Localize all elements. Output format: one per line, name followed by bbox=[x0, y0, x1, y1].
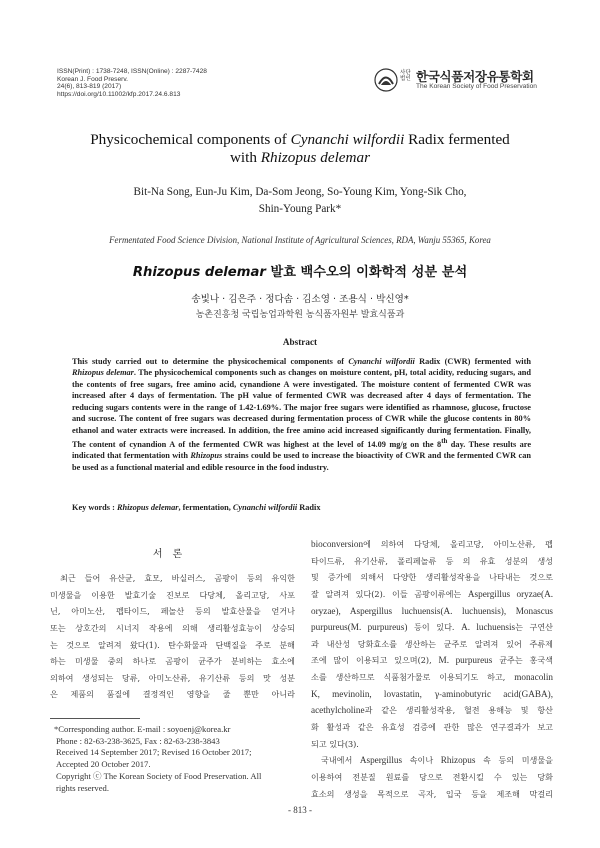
logo-small-label: 사단 법인 bbox=[400, 70, 411, 82]
abstract-heading: Abstract bbox=[282, 337, 318, 347]
text-line: 하는 미생물 중의 하나로 곰팡이 균주가 분비하는 효소에 bbox=[50, 656, 295, 667]
received-dates: Received 14 September 2017; Revised 16 October 2017; bbox=[56, 747, 252, 758]
keywords bbox=[72, 503, 531, 512]
abstract-text: strains could be used to increase the bioactivity of CWR and the fermented CWR can be used as a functional material and edible resource in the food industry. bbox=[72, 451, 531, 472]
korean-title bbox=[40, 261, 560, 280]
text-line: 은 제품의 품질에 결정적인 영향을 줄 뿐만 아니라 bbox=[50, 689, 295, 700]
latin-run: purpureus(M. purpureus) bbox=[311, 622, 408, 633]
latin-run: Aspergillus bbox=[359, 755, 403, 766]
title-part: Radix fermented bbox=[404, 131, 510, 148]
keyword: Cynanchi wilfordii bbox=[232, 503, 298, 512]
abstract-text: . The physicochemical components such as changes on moisture content, pH, total acidity, reducing sugars, and the contents of free sugars, free amino acid, cynandione A were investigated. The moisture content of fermented CWR was increased after 4 days of fermentation. The pH value of fermented CWR was decreased after 4 days of fermentation. The reducing sugars contents were in the range of 1.42-1.69%. The major free sugars were identified as rhamnose, glucose, fructose and sucrose. The content of free sugars was decreased during fermentation process of CWR while the glucose contents in 80% ethanol and water extracts were increased. In addition, the free amino acid increased significantly during fermentation. Finally, The content of cynandion A of the fermented CWR was highest at the level of 14.09 mg/g on the 8 bbox=[72, 368, 531, 449]
abstract-text: day. These results are indicated that fermentation with bbox=[72, 439, 532, 461]
text-line bbox=[311, 603, 553, 620]
korean-authors: 송빛나 · 김은주 · 정다솜 · 김소영 · 조용식 · 박신영* bbox=[191, 294, 409, 305]
logo-korean-name: 한국식품저장유통학회 bbox=[416, 69, 534, 84]
text-line: 되고 있다(3). bbox=[311, 738, 359, 749]
text-line: 효소의 생성을 목적으로 곡자, 입국 등을 제조해 막걸리 bbox=[311, 788, 553, 799]
latin-run: Aspergillus oryzae(A. bbox=[467, 588, 553, 599]
latin-run: K, mevinolin, lovastatin, bbox=[311, 688, 422, 699]
author-list bbox=[60, 184, 540, 218]
abstract-body bbox=[72, 356, 531, 473]
text-line: 또는 상호간의 시너지 작용에 의해 생리활성효능이 상승되 bbox=[50, 622, 295, 633]
text-line: 화 활성과 같은 유효성 검증에 관한 많은 연구결과가 보고 bbox=[311, 722, 553, 733]
abstract-species: Rhizopus bbox=[190, 451, 223, 461]
text-line: purpureus(M. purpureus) 등이 있다. A. luchuensis는 구연산 bbox=[311, 622, 553, 633]
latin-run: bioconversion bbox=[311, 539, 364, 549]
footnote bbox=[54, 724, 297, 794]
latin-run: acethylcholine bbox=[311, 705, 365, 716]
text-line: acethylcholine과 같은 생리활성작용, 혈전 용해능 및 항산 bbox=[311, 705, 553, 716]
title-species: Cynanchi wilfordii bbox=[290, 131, 405, 148]
text-line: 소를 생산하므로 식품첨가물로 이용되기도 하고, monacolin bbox=[311, 672, 553, 683]
latin-run: Rhizopus bbox=[440, 755, 476, 766]
page-number: - 813 - bbox=[288, 805, 312, 815]
logo-english-name: The Korean Society of Food Preservation bbox=[416, 83, 537, 90]
korean-title-species: Rhizopus delemar bbox=[132, 265, 266, 280]
text-line: 이용하여 전분질 원료를 당으로 전환시킬 수 있는 당화 bbox=[311, 771, 553, 782]
latin-run: aminobutyric acid(GABA), bbox=[442, 688, 553, 699]
text-line: bioconversion에 의하여 다당체, 올리고당, 아미노산류, 펩 bbox=[311, 539, 553, 549]
affiliation: Fermentated Food Science Division, National Institute of Agricultural Sciences, RDA, Wanju 55365, Korea bbox=[109, 235, 491, 245]
abstract-superscript: th bbox=[441, 438, 448, 446]
text-line: 의하여 생성되는 당류, 아미노산류, 유기산류 등의 맛 성분 bbox=[50, 672, 295, 683]
text-line: 잘 알려져 있다(2). 이들 곰팡이류에는 Aspergillus oryzae(A. bbox=[311, 588, 553, 599]
abstract-text: Radix (CWR) fermented with bbox=[414, 357, 531, 366]
volume-line[interactable]: 24(6), 813-819 (2017) bbox=[57, 83, 122, 91]
text-line: 닌, 아미노산, 펩타이드, 페놀산 등의 발효산물을 얻거나 bbox=[50, 606, 295, 617]
doi-link[interactable]: https://doi.org/10.11002/kfp.2017.24.6.813 bbox=[57, 90, 181, 98]
keyword: , fermentation, bbox=[178, 503, 233, 512]
title-species: Rhizopus delemar bbox=[260, 149, 371, 166]
text-line: 타이드류, 유기산류, 폴리페놀류 등 의 유효 성분의 생성 bbox=[311, 555, 553, 566]
accepted-date: Accepted 20 October 2017. bbox=[56, 759, 151, 770]
paper-title bbox=[40, 131, 560, 167]
keyword: Rhizopus delemar bbox=[116, 503, 179, 512]
footnote-divider bbox=[50, 718, 140, 719]
text-line: 조에 많이 이용되고 있으며(2), M. purpureus 균주는 홍국색 bbox=[311, 655, 553, 666]
corresponding-author: *Corresponding author. E-mail : soyoenj@korea.kr bbox=[54, 724, 231, 734]
keyword: Radix bbox=[297, 503, 321, 512]
journal-meta bbox=[57, 68, 207, 98]
intro-left-column bbox=[50, 570, 295, 703]
text-line: 국내에서 Aspergillus 속이나 Rhizopus 속 등의 미생물을 bbox=[321, 755, 553, 766]
text-line: 미생물을 이용한 발효기술 진보로 다당체, 올리고당, 사포 bbox=[50, 589, 295, 600]
society-emblem-icon bbox=[374, 68, 398, 92]
text-line: 는 것으로 알려져 왔다(1). 탄수화물과 단백질을 주로 분해 bbox=[50, 639, 295, 650]
title-part: Physicochemical components of bbox=[90, 131, 291, 148]
latin-run: A. luchuensis bbox=[461, 622, 516, 633]
journal-name-line: Korean J. Food Preserv. bbox=[57, 75, 128, 83]
abstract-species: Rhizopus delemar bbox=[72, 368, 134, 378]
title-part: with bbox=[229, 149, 261, 166]
keywords-label: Key words : bbox=[72, 503, 117, 512]
text-line: 및 증가에 의해서 다양한 생리활성작용을 나타내는 것으로 bbox=[311, 572, 553, 583]
author-line: Shin-Young Park* bbox=[258, 203, 342, 215]
issn-line: ISSN(Print) : 1738-7248, ISSN(Online) : 2287-7428 bbox=[57, 68, 207, 75]
abstract-text: This study carried out to determine the physicochemical components of bbox=[72, 357, 349, 366]
latin-run: oryzae), Aspergillus luchuensis(A. luchuensis), Monascus bbox=[311, 605, 553, 616]
text-line: 최근 들어 유산균, 효모, 바실러스, 곰팡이 등의 유익한 bbox=[60, 573, 295, 583]
latin-run: M. purpureus bbox=[438, 655, 493, 666]
korean-title-text: 발효 백수오의 이화학적 성분 분석 bbox=[265, 265, 468, 280]
text-line: K, mevinolin, lovastatin, γ-aminobutyric acid(GABA), bbox=[311, 688, 553, 699]
copyright: Copyright ⓒ The Korean Society of Food Preservation. All bbox=[56, 770, 262, 781]
section-heading-intro: 서론 bbox=[152, 549, 193, 560]
latin-run: monacolin bbox=[514, 672, 553, 683]
abstract-species: Cynanchi wilfordii bbox=[348, 357, 415, 366]
author-line: Bit-Na Song, Eun-Ju Kim, Da-Som Jeong, So-Young Kim, Yong-Sik Cho, bbox=[133, 186, 467, 198]
society-logo bbox=[374, 66, 554, 94]
text-line: 과 내산성 당화효소를 생산하는 균주로 알려져 있어 주류제 bbox=[311, 638, 553, 649]
copyright-rights: rights reserved. bbox=[56, 782, 109, 793]
intro-right-column bbox=[311, 536, 553, 802]
korean-affiliation: 농촌진흥청 국립농업과학원 농식품자원부 발효식품과 bbox=[195, 310, 405, 320]
contact-phone: Phone : 82-63-238-3625, Fax : 82-63-238-3843 bbox=[56, 735, 220, 746]
